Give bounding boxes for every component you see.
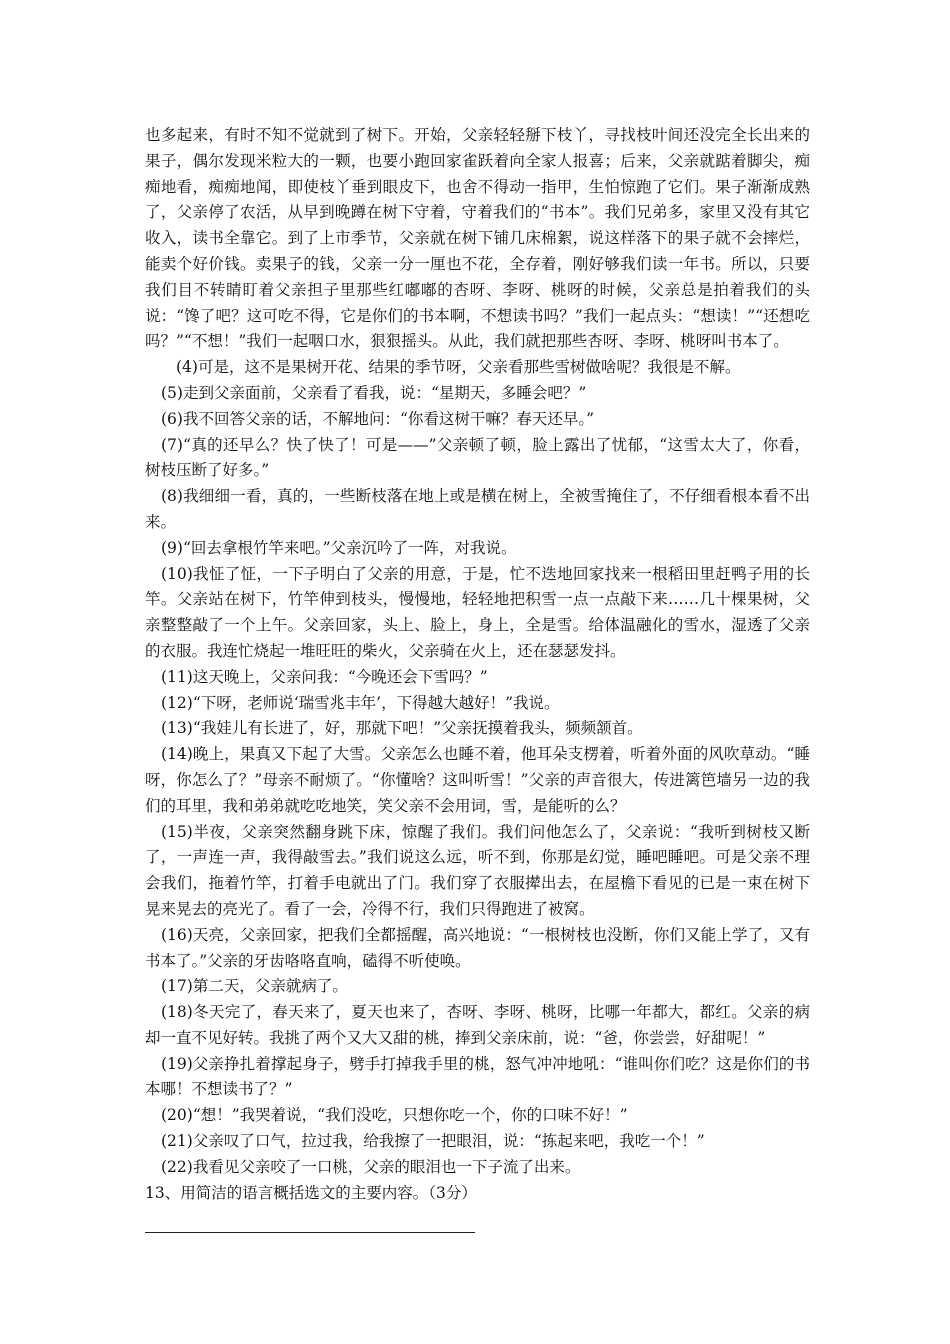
passage-paragraph-17: (17)第二天，父亲就病了。 <box>161 977 348 996</box>
passage-paragraph-9: (9)“回去拿根竹竿来吧。”父亲沉吟了一阵，对我说。 <box>161 538 517 557</box>
passage-paragraph-16: (16)天亮，父亲回家，把我们全都摇醒，高兴地说：“一根树枝也没断，你们又能上学了，又有书本了。”父亲的牙齿咯咯直响，磕得不听使唤。 <box>145 925 810 970</box>
passage-paragraph-20: (20)“想！”我哭着说，“我们没吃，只想你吃一个，你的口味不好！” <box>161 1106 628 1125</box>
passage-paragraph-6: (6)我不回答父亲的话，不解地问：“你看这树干嘛？春天还早。” <box>161 409 595 428</box>
passage-paragraph-18: (18)冬天完了，春天来了，夏天也来了，杏呀、李呀、桃呀，比哪一年都大，都红。父亲的病却一直不见好转。我挑了两个又大又甜的桃，捧到父亲床前，说：“爸，你尝尝，好甜呢！” <box>145 1003 810 1047</box>
question-13: 13、用简洁的语言概括选文的主要内容。（3分） <box>145 1183 477 1202</box>
passage-paragraph-7: (7)“真的还早么？快了快了！可是——”父亲顿了顿，脸上露出了忧郁，“这雪太大了，你看，树枝压断了好多。” <box>145 435 810 480</box>
passage-paragraph-10: (10)我怔了怔，一下子明白了父亲的用意，于是，忙不迭地回家找来一根稻田里赶鸭子用的长竿。父亲站在树下，竹竿伸到枝头，慢慢地，轻轻地把积雪一点一点敲下来……几十棵果树，父亲整整敲了一个上午。父亲回家，头上、脸上，身上，全是雪。给体温融化的雪水，湿透了父亲的衣服。我连忙烧起一堆旺旺的柴火，父亲骑在火上，还在瑟瑟发抖。 <box>145 564 810 660</box>
passage-paragraph-15: (15)半夜，父亲突然翻身跳下床，惊醒了我们。我们问他怎么了，父亲说：“我听到树枝又断了，一声连一声，我得敲雪去。”我们说这么远，听不到，你那是幻觉，睡吧睡吧。可是父亲不理会我们，拖着竹竿，打着手电就出了门。我们穿了衣服撵出去，在屋檐下看见的已是一束在树下晃来晃去的亮光了。看了一会，冷得不行，我们只得跑进了被窝。 <box>145 822 810 918</box>
answer-line[interactable] <box>145 1232 475 1233</box>
passage-paragraph-13: (13)“我娃儿有长进了，好，那就下吧！”父亲抚摸着我头，频频颔首。 <box>161 719 643 738</box>
passage-paragraph-12: (12)“下呀，老师说‘瑞雪兆丰年’，下得越大越好！”我说。 <box>161 693 560 712</box>
passage-paragraph-5: (5)走到父亲面前，父亲看了看我，说：“星期天，多睡会吧？” <box>161 383 587 402</box>
passage-paragraph-21: (21)父亲叹了口气，拉过我，给我擦了一把眼泪，说：“拣起来吧，我吃一个！” <box>161 1132 705 1151</box>
passage-body <box>145 123 810 1233</box>
passage-paragraph-continued: 也多起来，有时不知不觉就到了树下。开始，父亲轻轻掰下枝丫，寻找枝叶间还没完全长出来的果子，偶尔发现米粒大的一颗，也要小跑回家雀跃着向全家人报喜；后来，父亲就踮着脚尖，痴痴地看，痴痴地闻，即使枝丫垂到眼皮下，也舍不得动一指甲，生怕惊跑了它们。果子渐渐成熟了，父亲停了农活，从早到晚蹲在树下守着，守着我们的“书本”。我们兄弟多，家里又没有其它收入，读书全靠它。到了上市季节，父亲就在树下铺几床棉絮，说这样落下的果子就不会摔烂，能卖个好价钱。卖果子的钱，父亲一分一厘也不花，全存着，刚好够我们读一年书。所以，只要我们目不转睛盯着父亲担子里那些红嘟嘟的杏呀、李呀、桃呀的时候，父亲总是拍着我们的头说：“馋了吧？这可吃不得，它是你们的书本啊，不想读书吗？”我们一起点头：“想读！”“还想吃吗？”“不想！”我们一起咽口水，狠狠摇头。从此，我们就把那些杏呀、李呀、桃呀叫书本了。 <box>145 126 810 351</box>
passage-paragraph-22: (22)我看见父亲咬了一口桃，父亲的眼泪也一下子流了出来。 <box>161 1157 581 1176</box>
passage-paragraph-19: (19)父亲挣扎着撑起身子，劈手打掉我手里的桃，怒气冲冲地吼：“谁叫你们吃？这是你们的书本哪！不想读书了？” <box>145 1054 810 1099</box>
passage-paragraph-14: (14)晚上，果真又下起了大雪。父亲怎么也睡不着，他耳朵支楞着，听着外面的风吹草动。“睡呀，你怎么了？”母亲不耐烦了。“你懂啥？这叫听雪！”父亲的声音很大，传进篱笆墙另一边的我们的耳里，我和弟弟就吃吃地笑，笑父亲不会用词，雪，是能听的么？ <box>145 745 810 815</box>
passage-paragraph-11: (11)这天晚上，父亲问我：“今晚还会下雪吗？” <box>161 667 488 686</box>
passage-paragraph-4: (4)可是，这不是果树开花、结果的季节呀，父亲看那些雪树做啥呢？我很是不解。 <box>176 358 741 377</box>
passage-paragraph-8: (8)我细细一看，真的，一些断枝落在地上或是横在树上，全被雪掩住了，不仔细看根本看不出来。 <box>145 487 810 531</box>
